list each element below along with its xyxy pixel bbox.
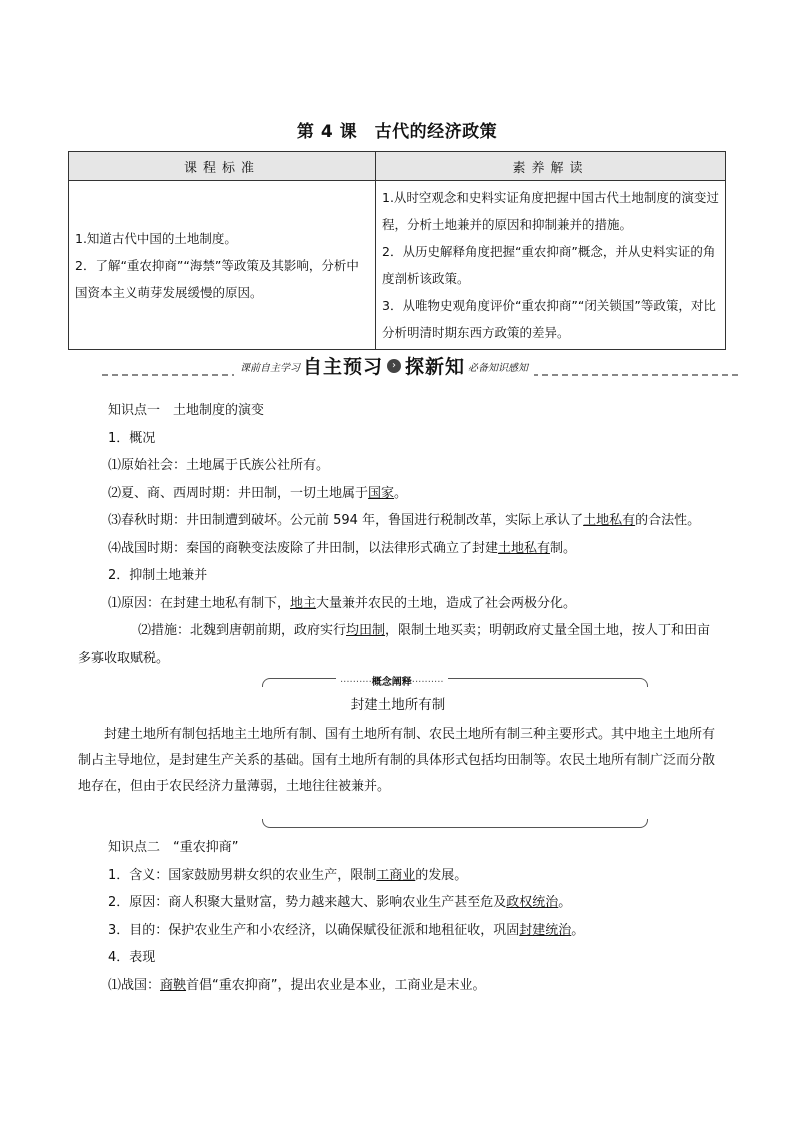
literacy-item: 3．从唯物史观角度评价“重农抑商”“闭关锁国”等政策，对比分析明清时期东西方政策的差异。	[382, 298, 716, 340]
list-item: ⑴原因：在封建土地私有制下，地主大量兼并农民的土地，造成了社会两极分化。	[108, 595, 577, 611]
key-term: 均田制	[346, 623, 386, 638]
concept-label: ··········概念阐释··········	[336, 669, 448, 697]
key-term: 工商业	[376, 867, 416, 883]
standard-item: 2．了解“重农抑商”“海禁”等政策及其影响，分析中国资本主义萌芽发展缓慢的原因。	[75, 257, 359, 300]
banner-pre: 课前自主学习	[240, 363, 300, 374]
concept-box	[78, 678, 718, 828]
lesson-title: 第 4 课 古代的经济政策	[296, 122, 498, 142]
concept-title: 封建土地所有制	[350, 697, 446, 713]
list-item: ⑶春秋时期：井田制遭到破坏。公元前 594 年，鲁国进行税制改革，实际上承认了土地私有的合法性。	[108, 513, 701, 528]
list-item: 2．原因：商人积聚大量财富，势力越来越大、影响农业生产甚至危及政权统治。	[108, 895, 572, 910]
key-term: 土地私有	[498, 540, 551, 556]
literacy-item: 2．从历史解释角度把握“重农抑商”概念，并从史料实证的角度剖析该政策。	[382, 244, 716, 286]
main-content	[78, 397, 718, 999]
standard-item: 1.知道古代中国的土地制度。	[75, 230, 237, 246]
literacy-cell	[376, 181, 726, 350]
concept-text: 封建土地所有制包括地主土地所有制、国有土地所有制、农民土地所有制三种主要形式。其中地主土地所有制占主导地位，是封建生产关系的基础。国有土地所有制的具体形式包括均田制等。农民土地所有制广泛而分散地存在，但由于农民经济力量薄弱，土地往往被兼并。	[78, 727, 716, 794]
subheading: 2．抑制土地兼并	[108, 568, 208, 583]
list-item: ⑴原始社会：土地属于氏族公社所有。	[108, 458, 330, 473]
section-heading: 知识点二 “重农抑商”	[108, 840, 239, 855]
subheading: 1．概况	[108, 430, 156, 446]
subheading: 4．表现	[108, 950, 156, 965]
chevron-right-icon: ›	[387, 359, 401, 373]
banner-post: 必备知识感知	[468, 363, 529, 374]
list-item: 3．目的：保护农业生产和小农经济，以确保赋役征派和地租征收，巩固封建统治。	[108, 922, 585, 938]
standard-cell	[69, 181, 376, 350]
key-term: 地主	[290, 595, 317, 611]
list-item: ⑵夏、商、西周时期：井田制，一切土地属于国家。	[108, 485, 408, 501]
list-item: ⑵措施：北魏到唐朝前期，政府实行均田制，限制土地买卖；明朝政府丈量全国土地，按人丁和田亩多寡收取赋税。	[78, 623, 711, 666]
list-item: ⑷战国时期：秦国的商鞅变法废除了井田制，以法律形式确立了封建土地私有制。	[108, 540, 577, 556]
table-header-literacy: 素养解读	[376, 152, 726, 181]
section-heading: 知识点一 土地制度的演变	[108, 403, 265, 418]
key-term: 封建统治	[519, 922, 572, 938]
list-item: 1．含义：国家鼓励男耕女织的农业生产，限制工商业的发展。	[108, 867, 468, 883]
banner-main-2: 探新知	[405, 356, 466, 378]
key-term: 商鞅	[160, 977, 187, 993]
list-item: ⑴战国：商鞅首倡“重农抑商”，提出农业是本业，工商业是末业。	[108, 977, 486, 993]
key-term: 政权统治	[506, 895, 559, 910]
key-term: 土地私有	[583, 513, 636, 528]
section-banner	[102, 352, 738, 378]
table-header-standard: 课程标准	[69, 152, 376, 181]
literacy-item: 1.从时空观念和史料实证角度把握中国古代土地制度的演变过程，分析土地兼并的原因和抑制兼并的措施。	[382, 190, 719, 232]
banner-main-1: 自主预习	[303, 356, 384, 378]
key-term: 国家	[368, 485, 395, 501]
curriculum-table	[68, 151, 726, 350]
